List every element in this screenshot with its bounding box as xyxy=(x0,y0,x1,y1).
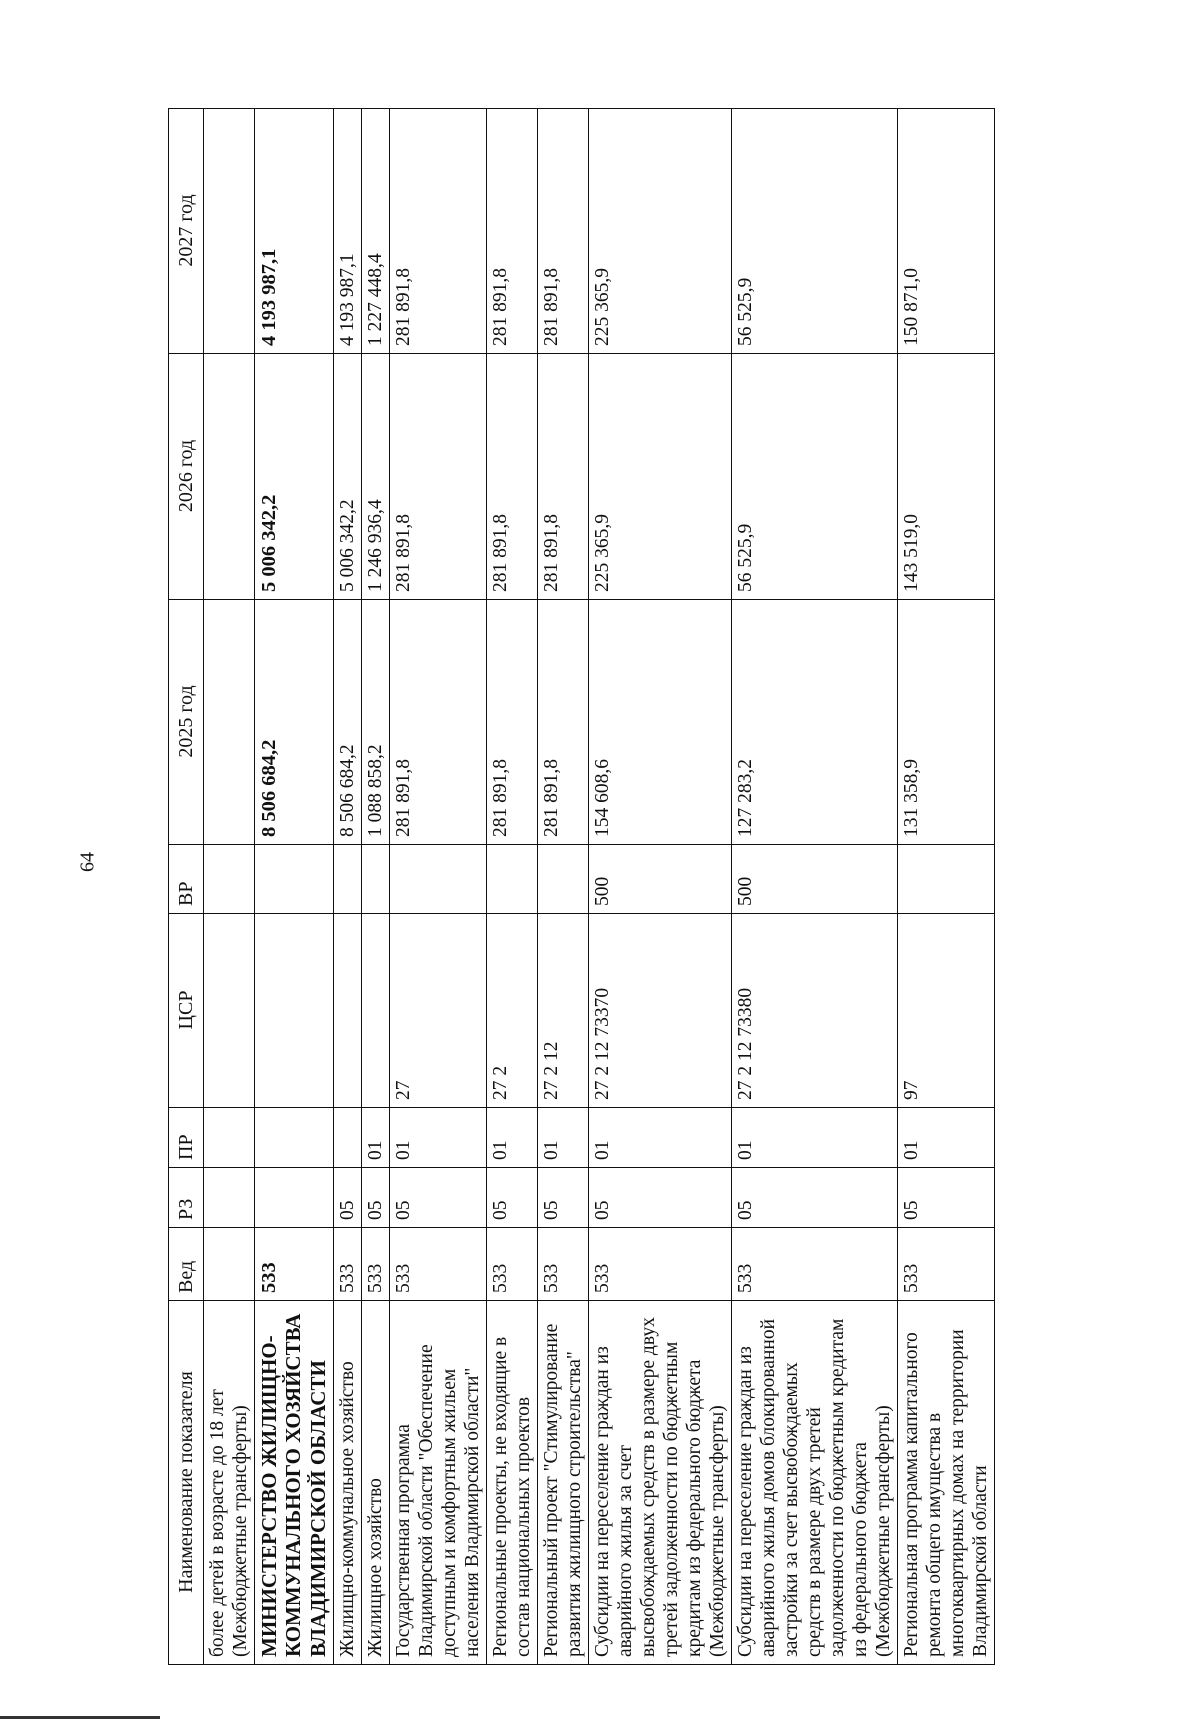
cell-pr: 01 xyxy=(361,1108,389,1168)
cell-rz xyxy=(203,1168,254,1228)
cell-ved: 533 xyxy=(897,1228,994,1301)
cell-2027: 150 871,0 xyxy=(897,109,994,354)
cell-vr xyxy=(486,845,537,914)
cell-pr: 01 xyxy=(731,1108,897,1168)
table-row xyxy=(588,109,731,1665)
cell-pr: 01 xyxy=(897,1108,994,1168)
cell-name: Региональная программа капитального ремонта общего имущества в многоквартирных домах на территории Владимирской области xyxy=(897,1301,994,1665)
cell-rz: 05 xyxy=(537,1168,588,1228)
cell-csr: 27 2 12 xyxy=(537,914,588,1108)
cell-ved: 533 xyxy=(588,1228,731,1301)
table-row xyxy=(254,109,333,1665)
cell-name: Субсидии на переселение граждан из аварийного жилья домов блокированной застройки за счет высвобождаемых средств в размере двух третей задолженности по бюджетным кредитам из федерального бюджета (Межбюджетные трансферты) xyxy=(731,1301,897,1665)
cell-vr: 500 xyxy=(731,845,897,914)
cell-csr xyxy=(333,914,361,1108)
cell-csr: 27 2 12 73370 xyxy=(588,914,731,1108)
table-row xyxy=(897,109,994,1665)
cell-2026: 143 519,0 xyxy=(897,354,994,600)
cell-ved: 533 xyxy=(333,1228,361,1301)
table-row xyxy=(361,109,389,1665)
cell-2025 xyxy=(203,600,254,845)
cell-2025: 131 358,9 xyxy=(897,600,994,845)
cell-rz: 05 xyxy=(897,1168,994,1228)
cell-pr: 01 xyxy=(537,1108,588,1168)
table-row xyxy=(203,109,254,1665)
cell-vr xyxy=(333,845,361,914)
cell-vr xyxy=(203,845,254,914)
table-row xyxy=(731,109,897,1665)
cell-2026: 225 365,9 xyxy=(588,354,731,600)
cell-rz: 05 xyxy=(588,1168,731,1228)
cell-2025: 8 506 684,2 xyxy=(333,600,361,845)
cell-2027: 4 193 987,1 xyxy=(333,109,361,354)
cell-name: Субсидии на переселение граждан из аварийного жилья за счет высвобождаемых средств в размере двух третей задолженности по бюджетным кредитам из федерального бюджета (Межбюджетные трансферты) xyxy=(588,1301,731,1665)
cell-rz: 05 xyxy=(361,1168,389,1228)
cell-pr: 01 xyxy=(486,1108,537,1168)
cell-vr xyxy=(897,845,994,914)
header-pr: ПР xyxy=(169,1108,204,1168)
table-row xyxy=(537,109,588,1665)
header-2027: 2027 год xyxy=(169,109,204,354)
table-row xyxy=(333,109,361,1665)
cell-2026: 5 006 342,2 xyxy=(254,354,333,600)
cell-2027: 4 193 987,1 xyxy=(254,109,333,354)
cell-name: более детей в возрасте до 18 лет (Межбюджетные трансферты) xyxy=(203,1301,254,1665)
header-vr: ВР xyxy=(169,845,204,914)
cell-pr xyxy=(254,1108,333,1168)
header-rz: РЗ xyxy=(169,1168,204,1228)
cell-name: Жилищно-коммунальное хозяйство xyxy=(333,1301,361,1665)
cell-vr xyxy=(389,845,486,914)
cell-rz xyxy=(254,1168,333,1228)
cell-ved: 533 xyxy=(389,1228,486,1301)
budget-table xyxy=(168,108,995,1665)
header-csr: ЦСР xyxy=(169,914,204,1108)
cell-rz: 05 xyxy=(731,1168,897,1228)
cell-ved: 533 xyxy=(731,1228,897,1301)
cell-ved: 533 xyxy=(486,1228,537,1301)
cell-vr xyxy=(254,845,333,914)
cell-2025: 8 506 684,2 xyxy=(254,600,333,845)
cell-2026: 281 891,8 xyxy=(537,354,588,600)
cell-csr xyxy=(361,914,389,1108)
cell-2026 xyxy=(203,354,254,600)
cell-rz: 05 xyxy=(486,1168,537,1228)
header-ved: Вед xyxy=(169,1228,204,1301)
rotated-table-wrapper xyxy=(168,109,995,1665)
cell-pr xyxy=(333,1108,361,1168)
cell-2025: 154 608,6 xyxy=(588,600,731,845)
cell-2027: 1 227 448,4 xyxy=(361,109,389,354)
cell-name: Региональные проекты, не входящие в состав национальных проектов xyxy=(486,1301,537,1665)
cell-rz: 05 xyxy=(389,1168,486,1228)
scan-edge-line xyxy=(0,1716,160,1719)
cell-ved: 533 xyxy=(254,1228,333,1301)
cell-ved: 533 xyxy=(361,1228,389,1301)
cell-2027: 225 365,9 xyxy=(588,109,731,354)
header-name: Наименование показателя xyxy=(169,1301,204,1665)
cell-pr: 01 xyxy=(588,1108,731,1168)
cell-pr: 01 xyxy=(389,1108,486,1168)
cell-2025: 1 088 858,2 xyxy=(361,600,389,845)
cell-csr xyxy=(203,914,254,1108)
cell-2026: 1 246 936,4 xyxy=(361,354,389,600)
cell-2026: 281 891,8 xyxy=(389,354,486,600)
cell-pr xyxy=(203,1108,254,1168)
cell-ved xyxy=(203,1228,254,1301)
table-row xyxy=(486,109,537,1665)
cell-2027: 281 891,8 xyxy=(486,109,537,354)
cell-2025: 281 891,8 xyxy=(537,600,588,845)
cell-2027 xyxy=(203,109,254,354)
cell-2027: 56 525,9 xyxy=(731,109,897,354)
cell-vr: 500 xyxy=(588,845,731,914)
header-2025: 2025 год xyxy=(169,600,204,845)
cell-rz: 05 xyxy=(333,1168,361,1228)
cell-name: Жилищное хозяйство xyxy=(361,1301,389,1665)
cell-name: МИНИСТЕРСТВО ЖИЛИЩНО-КОММУНАЛЬНОГО ХОЗЯЙСТВА ВЛАДИМИРСКОЙ ОБЛАСТИ xyxy=(254,1301,333,1665)
cell-2027: 281 891,8 xyxy=(389,109,486,354)
cell-csr: 27 xyxy=(389,914,486,1108)
cell-name: Региональный проект "Стимулирование развития жилищного строительства" xyxy=(537,1301,588,1665)
cell-2025: 281 891,8 xyxy=(486,600,537,845)
cell-2025: 127 283,2 xyxy=(731,600,897,845)
cell-2025: 281 891,8 xyxy=(389,600,486,845)
page-number: 64 xyxy=(76,852,99,872)
cell-2026: 281 891,8 xyxy=(486,354,537,600)
header-row xyxy=(169,109,204,1665)
cell-2026: 5 006 342,2 xyxy=(333,354,361,600)
cell-vr xyxy=(537,845,588,914)
cell-vr xyxy=(361,845,389,914)
header-2026: 2026 год xyxy=(169,354,204,600)
cell-2027: 281 891,8 xyxy=(537,109,588,354)
cell-csr xyxy=(254,914,333,1108)
table-row xyxy=(389,109,486,1665)
cell-csr: 27 2 12 73380 xyxy=(731,914,897,1108)
cell-2026: 56 525,9 xyxy=(731,354,897,600)
cell-ved: 533 xyxy=(537,1228,588,1301)
cell-name: Государственная программа Владимирской области "Обеспечение доступным и комфортным жильем населения Владимирской области" xyxy=(389,1301,486,1665)
cell-csr: 97 xyxy=(897,914,994,1108)
cell-csr: 27 2 xyxy=(486,914,537,1108)
